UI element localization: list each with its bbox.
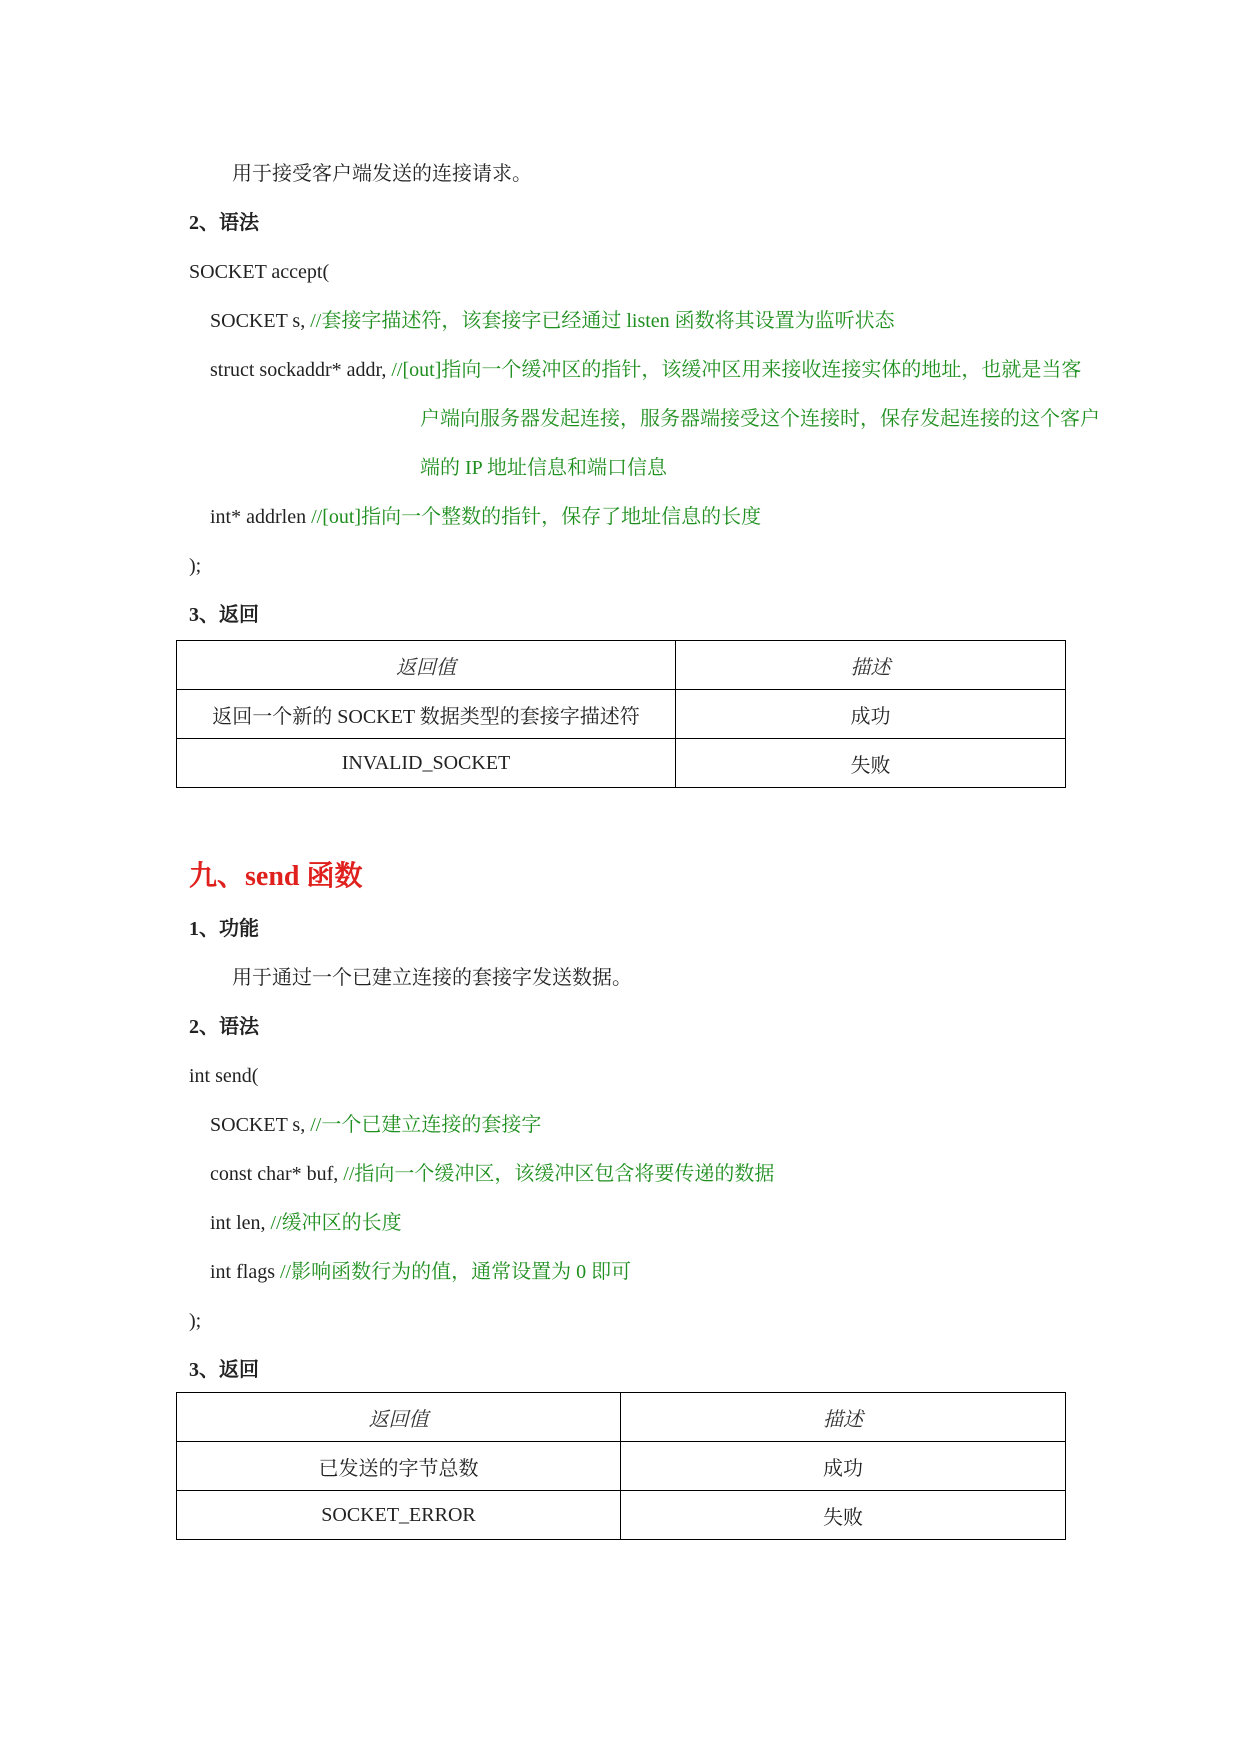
accept-param-s [210,307,895,335]
table-row [177,739,1066,788]
param-comment: //一个已建立连接的套接字 [310,1114,542,1136]
table-cell: 返回一个新的 SOCKET 数据类型的套接字描述符 [177,690,676,739]
send-param-flags [210,1258,631,1286]
table-cell: INVALID_SOCKET [177,739,676,788]
param-comment: //套接字描述符，该套接字已经通过 listen 函数将其设置为监听状态 [310,310,895,332]
send-function-heading: 1、功能 [189,918,259,940]
param-code: const char* buf, [210,1163,339,1185]
table-header-cell: 返回值 [177,1393,621,1442]
send-return-heading: 3、返回 [189,1359,259,1381]
accept-signature-close: ); [189,555,202,577]
accept-signature-open: SOCKET accept( [189,261,330,283]
table-row [177,690,1066,739]
send-function-description: 用于通过一个已建立连接的套接字发送数据。 [232,967,632,989]
param-comment: //指向一个缓冲区，该缓冲区包含将要传递的数据 [343,1163,775,1185]
table-cell: 成功 [621,1442,1066,1491]
accept-function-description: 用于接受客户端发送的连接请求。 [232,163,532,185]
param-code: int* addrlen [210,506,307,528]
table-cell: SOCKET_ERROR [177,1491,621,1540]
table-row [177,1442,1066,1491]
send-signature-open: int send( [189,1065,259,1087]
send-section-title: 九、send 函数 [189,861,363,892]
param-comment: //[out]指向一个整数的指针，保存了地址信息的长度 [311,506,762,528]
send-return-table [176,1392,1066,1540]
param-code: int len, [210,1212,266,1234]
accept-syntax-heading: 2、语法 [189,212,259,234]
table-header-cell: 描述 [621,1393,1066,1442]
param-comment: //缓冲区的长度 [270,1212,402,1234]
table-cell: 失败 [676,739,1066,788]
table-header-row [177,641,1066,690]
param-comment: //[out]指向一个缓冲区的指针，该缓冲区用来接收连接实体的地址，也就是当客 [391,359,1082,381]
send-param-buf [210,1160,774,1188]
send-param-len [210,1209,402,1237]
accept-param-addr [210,356,1081,384]
accept-return-table [176,640,1066,788]
send-signature-close: ); [189,1310,202,1332]
table-cell: 成功 [676,690,1066,739]
param-code: int flags [210,1261,275,1283]
table-header-cell: 返回值 [177,641,676,690]
accept-return-heading: 3、返回 [189,604,259,626]
param-code: SOCKET s, [210,310,306,332]
param-code: SOCKET s, [210,1114,306,1136]
param-code: struct sockaddr* addr, [210,359,387,381]
table-row [177,1491,1066,1540]
table-header-row [177,1393,1066,1442]
param-comment: //影响函数行为的值，通常设置为 0 即可 [280,1261,632,1283]
send-param-s [210,1111,541,1139]
param-comment-continuation: 端的 IP 地址信息和端口信息 [420,457,668,479]
accept-param-addrlen [210,503,761,531]
table-header-cell: 描述 [676,641,1066,690]
table-cell: 失败 [621,1491,1066,1540]
table-cell: 已发送的字节总数 [177,1442,621,1491]
send-syntax-heading: 2、语法 [189,1016,259,1038]
param-comment-continuation: 户端向服务器发起连接，服务器端接受这个连接时，保存发起连接的这个客户 [420,408,1100,430]
